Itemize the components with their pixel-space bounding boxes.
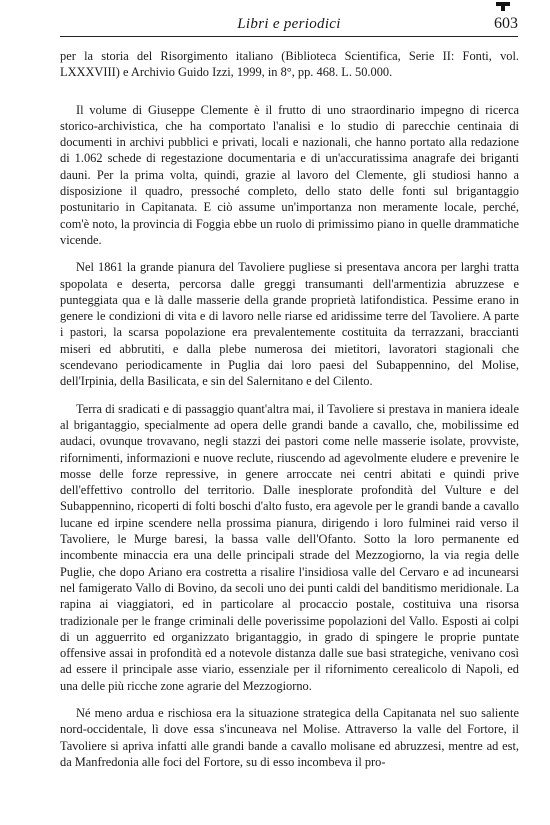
bibliographic-reference: per la storia del Risorgimento italiano (Biblioteca Scientifica, Serie II: Fonti, vol. LXXXVIII) e Archivio Guido Izzi, 1999, in 8°, pp. 468. L. 50.000.: [60, 49, 519, 80]
paragraph-2: Nel 1861 la grande pianura del Tavoliere pugliese si presentava ancora per larghi tratta spopolata e deserta, percorsa dalle greggi transumanti dell'armentizia abruzzese e punteggiata qua e là dalle masserie della grande proprietà latifondistica. Pessime erano in genere le condizioni di vita e di lavoro nelle riarse ed aridissime terre del Tavoliere. A parte i pastori, la scarsa popolazione era prevalentemente costituita da terrazzani, braccianti miseri ed abbrutiti, e dalla plebe numerosa dei mietitori, lavoratori stagionali che scendevano periodicamente in Puglia dai loro paesi del Subappennino, del Molise, dell'Irpinia, della Basilicata, e sin del Salernitano e del Cilento.: [60, 260, 519, 389]
page-body: [60, 48, 519, 770]
running-header: [60, 14, 518, 37]
paragraph-3: Terra di sradicati e di passaggio quant'altra mai, il Tavoliere si prestava in maniera ideale al brigantaggio, specialmente ad opera delle grandi bande a cavallo, che, mobilissime ed audaci, ovunque trovavano, negli stazzi dei pastori come nelle masserie isolate, provviste, rifornimenti, informazioni e nuove reclute, riuscendo ad agevolmente eludere e prevenire le mosse delle forze repressive, in genere arroccate nei centri abitati e quindi prive dell'effettivo controllo del territorio. Dalle inesplorate profondità del Vulture e del Subappennino, ricoperti di folti boschi d'alto fusto, era agevole per le grandi bande a cavallo lucane ed irpine scendere nella prossima pianura, dirigendo i loro fulminei raid verso il Tavoliere, le Murge baresi, la bassa valle dell'Ofanto. Sotto la loro permanente ed incombente minaccia era una delle principali strade del Mezzogiorno, la via regia delle Puglie, che dopo Ariano era costretta a risalire l'insidiosa valle del Cervaro e ad incunearsi nel famigerato Vallo di Bovino, da secoli uno dei punti caldi del banditismo meridionale. La rapina ai viaggiatori, ed in particolare al procaccio postale, costituiva una risorsa tradizionale per le frange criminali delle poverissime popolazioni del Vallo. Esposti ai colpi di un agguerrito ed organizzato brigantaggio, in grado di spingere le proprie puntate offensive assai in profondità ed a notevole distanza dalle sue basi strategiche, venivano così ad essere il principale asse viario, essenziale per il rifornimento cerealicolo di Napoli, ed una delle più ricche zone agrarie del Mezzogiorno.: [60, 401, 519, 693]
paragraph-4: Né meno ardua e rischiosa era la situazione strategica della Capitanata nel suo saliente nord-occidentale, lì dove essa s'incuneava nel Molise. Attraverso la valle del Fortore, il Tavoliere si apriva infatti alle grandi bande a cavallo molisane ed abruzzesi, mentre ad est, da Manfredonia alle foci del Fortore, su di esso incombeva il pro-: [60, 705, 519, 769]
page-number: 603: [494, 15, 518, 32]
page-corner-mark: [496, 2, 510, 10]
running-title: Libri e periodici: [237, 16, 341, 32]
paragraph-1: Il volume di Giuseppe Clemente è il frutto di uno straordinario impegno di ricerca storico-archivistica, che ha comportato l'analisi e lo studio di parecchie centinaia di documenti in archivi pubblici e privati, locali e nazionali, che hanno portato alla redazione di 1.062 schede di regestazione documentaria e di un'accuratissima anagrafe dei briganti dauni. Per la prima volta, quindi, grazie al lavoro del Clemente, gli studiosi hanno a disposizione il quadro, pressoché completo, dello stato delle fonti sul brigantaggio postunitario in Capitanata. E ciò assume un'importanza non meramente locale, perché, com'è noto, la provincia di Foggia ebbe un ruolo di primissimo piano in quelle drammatiche vicende.: [60, 102, 519, 247]
